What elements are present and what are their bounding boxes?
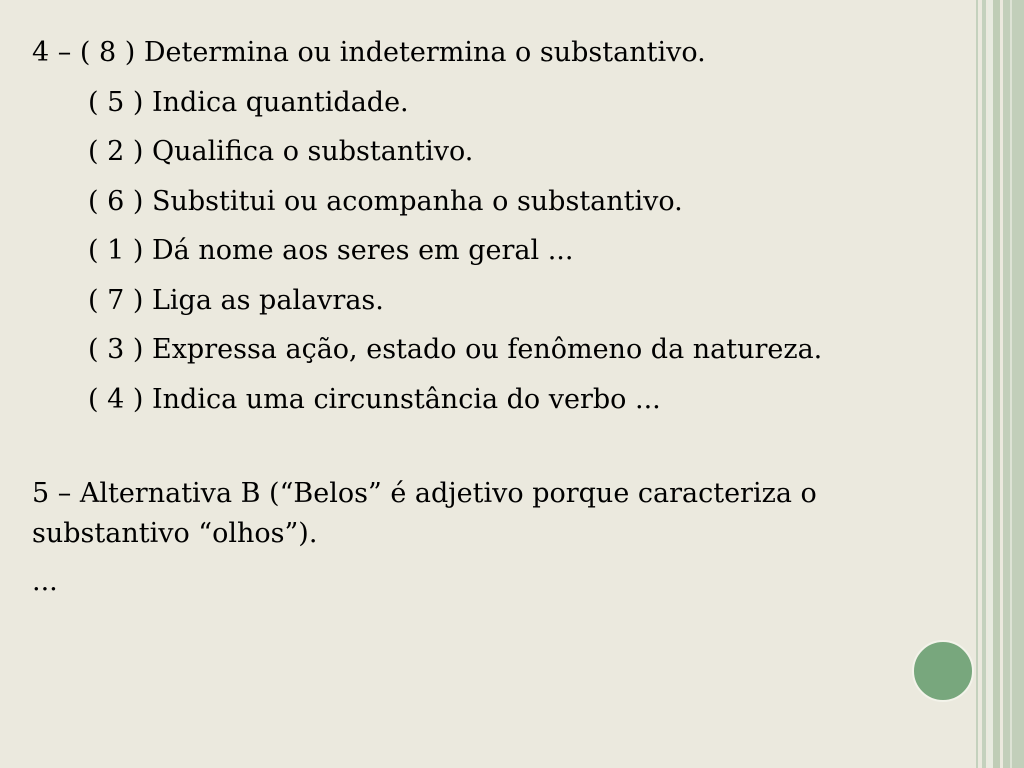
decorative-circle xyxy=(912,640,974,702)
ellipsis: ... xyxy=(32,566,58,597)
question-5-line: 5 – Alternativa B (“Belos” é adjetivo porque caracteriza o xyxy=(32,478,817,509)
paragraph-gap xyxy=(32,424,932,474)
question-5-answer xyxy=(32,474,932,602)
answer-item: ( 5 ) Indica quantidade. xyxy=(88,86,409,118)
answer-item: ( 4 ) Indica uma circunstância do verbo ... xyxy=(88,383,661,415)
border-line xyxy=(1010,0,1012,768)
border-stripe xyxy=(993,0,1000,768)
answer-item: ( 1 ) Dá nome aos seres em geral ... xyxy=(88,235,574,266)
border-stripe xyxy=(982,0,986,768)
answer-item: ( 7 ) Liga as palavras. xyxy=(88,284,384,316)
border-stripe xyxy=(1003,0,1024,768)
slide-body xyxy=(32,28,932,602)
border-stripe xyxy=(976,0,978,768)
question-5-line: substantivo “olhos”). xyxy=(32,518,318,549)
question-4-heading: 4 – ( 8 ) Determina ou indetermina o substantivo. xyxy=(32,37,706,68)
answer-item: ( 6 ) Substitui ou acompanha o substantivo. xyxy=(88,185,683,217)
answer-item: ( 2 ) Qualifica o substantivo. xyxy=(88,136,474,167)
answer-item: ( 3 ) Expressa ação, estado ou fenômeno da natureza. xyxy=(88,334,823,365)
